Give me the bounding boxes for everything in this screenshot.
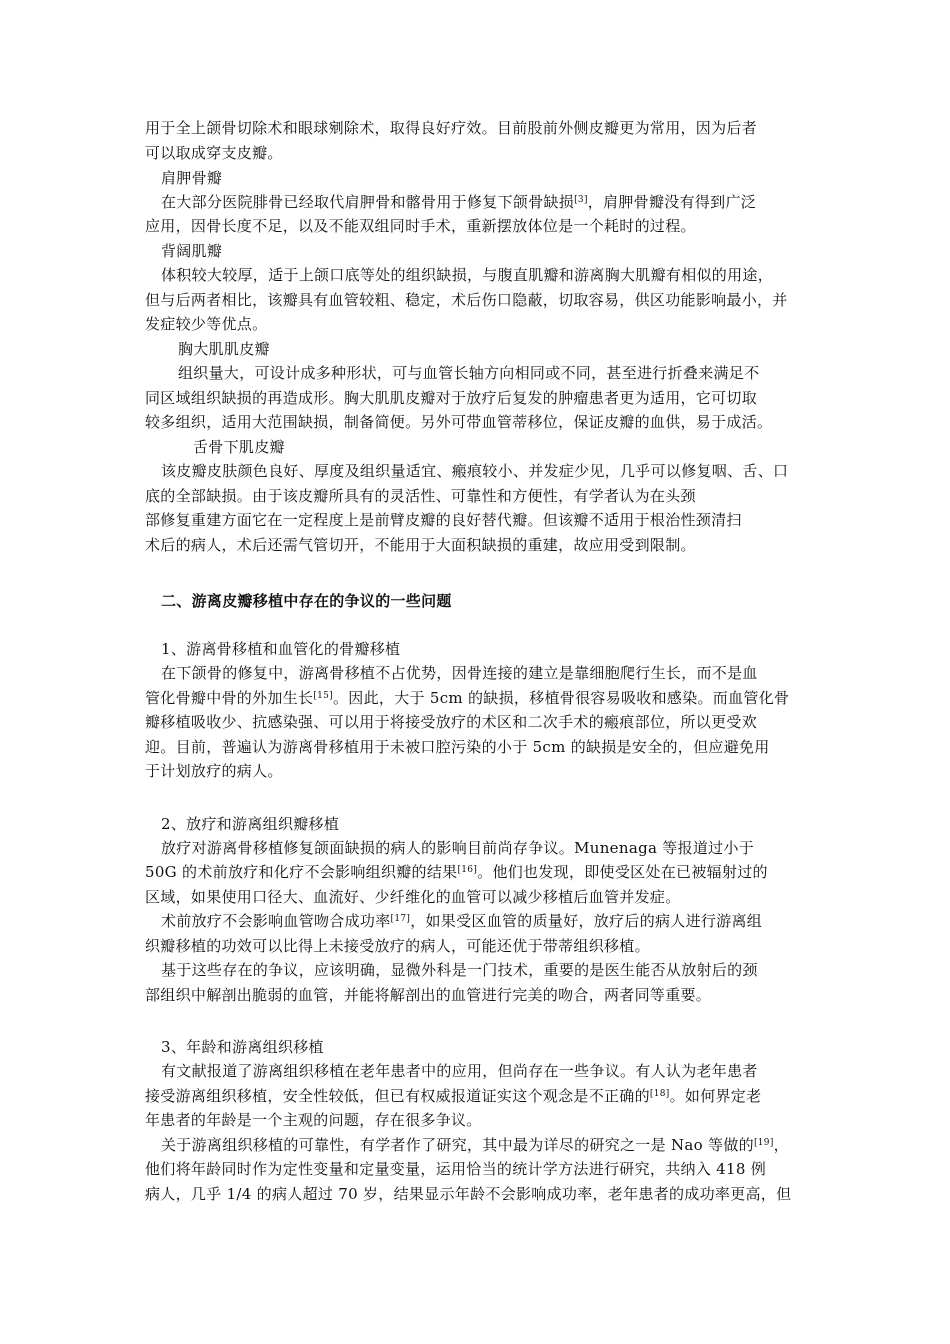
line-text: 管化骨瓣中骨的外加生长 — [145, 689, 314, 707]
line-text: ，如果受区血管的质量好，放疗后的病人进行游离组 — [410, 912, 763, 930]
line-text: 。如何界定老 — [669, 1087, 762, 1105]
paragraph-line: 术后的病人，术后还需气管切开，不能用于大面积缺损的重建，故应用受到限制。 — [145, 536, 696, 554]
line-text: ，肩胛骨瓣没有得到广泛 — [587, 193, 757, 211]
line-text: 。因此，大于 5cm 的缺损，移植骨很容易吸收和感染。而血管化骨 — [333, 689, 790, 707]
paragraph-line: 织瓣移植的功效可以比得上未接受放疗的病人，可能还优于带蒂组织移植。 — [145, 937, 650, 955]
subsection-heading: 1、游离骨移植和血管化的骨瓣移植 — [161, 640, 401, 658]
paragraph-line — [161, 911, 762, 931]
line-text: 术前放疗不会影响血管吻合成功率 — [161, 912, 391, 930]
line-text: 。他们也发现，即使受区处在已被辐射过的 — [477, 863, 768, 881]
section-heading: 二、游离皮瓣移植中存在的争议的一些问题 — [161, 592, 452, 610]
paragraph-line: 用于全上颌骨切除术和眼球剜除术，取得良好疗效。目前股前外侧皮瓣更为常用，因为后者 — [145, 119, 758, 137]
paragraph-line: 组织量大，可设计成多种形状，可与血管长轴方向相同或不同，甚至进行折叠来满足不 — [178, 364, 760, 382]
citation: [15] — [313, 691, 333, 701]
paragraph-line: 瓣移植吸收少、抗感染强、可以用于将接受放疗的术区和二次手术的瘢痕部位，所以更受欢 — [145, 713, 758, 731]
paragraph-line: 在下颌骨的修复中，游离骨移植不占优势，因骨连接的建立是靠细胞爬行生长，而不是血 — [161, 664, 758, 682]
paragraph-line: 放疗对游离骨移植修复颌面缺损的病人的影响目前尚存争议。Munenaga 等报道过小于 — [161, 839, 755, 857]
paragraph-line: 于计划放疗的病人。 — [145, 762, 283, 780]
subsection-heading: 肩胛骨瓣 — [161, 169, 223, 187]
line-text: 关于游离组织移植的可靠性，有学者作了研究，其中最为详尽的研究之一是 Nao 等做的 — [161, 1136, 754, 1154]
citation: [18] — [649, 1089, 670, 1099]
paragraph-line: 较多组织，适用大范围缺损，制备简便。另外可带血管蒂移位，保证皮瓣的血供，易于成活。 — [145, 413, 773, 431]
citation: [19] — [753, 1138, 774, 1148]
paragraph-line: 有文献报道了游离组织移植在老年患者中的应用，但尚存在一些争议。有人认为老年患者 — [161, 1062, 758, 1080]
paragraph-line: 同区域组织缺损的再造成形。胸大肌肌皮瓣对于放疗后复发的肿瘤患者更为适用，它可切取 — [145, 389, 758, 407]
subsection-heading: 背阔肌瓣 — [161, 242, 223, 260]
paragraph-line: 病人，几乎 1/4 的病人超过 70 岁，结果显示年龄不会影响成功率，老年患者的成功率更高，但 — [145, 1185, 792, 1203]
paragraph-line: 部修复重建方面它在一定程度上是前臂皮瓣的良好替代瓣。但该瓣不适用于根治性颈清扫 — [145, 511, 742, 529]
paragraph-line — [145, 688, 789, 708]
subsection-heading: 舌骨下肌皮瓣 — [193, 438, 285, 456]
citation: [17] — [390, 914, 411, 924]
paragraph-line: 发症较少等优点。 — [145, 315, 268, 333]
paragraph-line: 部组织中解剖出脆弱的血管，并能将解剖出的血管进行完美的吻合，两者同等重要。 — [145, 986, 712, 1004]
subsection-heading: 3、年龄和游离组织移植 — [161, 1038, 324, 1056]
paragraph-line — [161, 192, 756, 212]
paragraph-line: 底的全部缺损。由于该皮瓣所具有的灵活性、可靠性和方便性，有学者认为在头颈 — [145, 487, 696, 505]
citation: [16] — [457, 865, 478, 875]
subsection-heading: 2、放疗和游离组织瓣移植 — [161, 815, 340, 833]
paragraph-line: 他们将年龄同时作为定性变量和定量变量，运用恰当的统计学方法进行研究，共纳入 418 例 — [145, 1160, 767, 1178]
paragraph-line — [161, 1135, 789, 1155]
paragraph-line — [145, 862, 768, 882]
paragraph-line: 区域，如果使用口径大、血流好、少纤维化的血管可以减少移植后血管并发症。 — [145, 888, 681, 906]
paragraph-line — [145, 1086, 761, 1106]
paragraph-line: 该皮瓣皮肤颜色良好、厚度及组织量适宜、瘢痕较小、并发症少见，几乎可以修复咽、舌、口 — [161, 462, 789, 480]
line-text: 在大部分医院腓骨已经取代肩胛骨和髂骨用于修复下颌骨缺损 — [161, 193, 575, 211]
subsection-heading: 胸大肌肌皮瓣 — [178, 340, 270, 358]
paragraph-line: 迎。目前，普遍认为游离骨移植用于未被口腔污染的小于 5cm 的缺损是安全的，但应避免用 — [145, 738, 770, 756]
paragraph-line: 可以取成穿支皮瓣。 — [145, 144, 283, 162]
paragraph-line: 体积较大较厚，适于上颌口底等处的组织缺损，与腹直肌瓣和游离胸大肌瓣有相似的用途， — [161, 266, 774, 284]
paragraph-line: 应用，因骨长度不足，以及不能双组同时手术，重新摆放体位是一个耗时的过程。 — [145, 217, 696, 235]
paragraph-line: 基于这些存在的争议，应该明确，显微外科是一门技术，重要的是医生能否从放射后的颈 — [161, 961, 758, 979]
paragraph-line: 年患者的年龄是一个主观的问题，存在很多争议。 — [145, 1111, 482, 1129]
citation: [3] — [574, 195, 588, 205]
line-text: 50G 的术前放疗和化疗不会影响组织瓣的结果 — [145, 863, 458, 881]
line-text: ， — [773, 1136, 789, 1154]
line-text: 接受游离组织移植，安全性较低，但已有权威报道证实这个观念是不正确的 — [145, 1087, 650, 1105]
paragraph-line: 但与后两者相比，该瓣具有血管较粗、稳定，术后伤口隐蔽，切取容易，供区功能影响最小，并 — [145, 291, 788, 309]
